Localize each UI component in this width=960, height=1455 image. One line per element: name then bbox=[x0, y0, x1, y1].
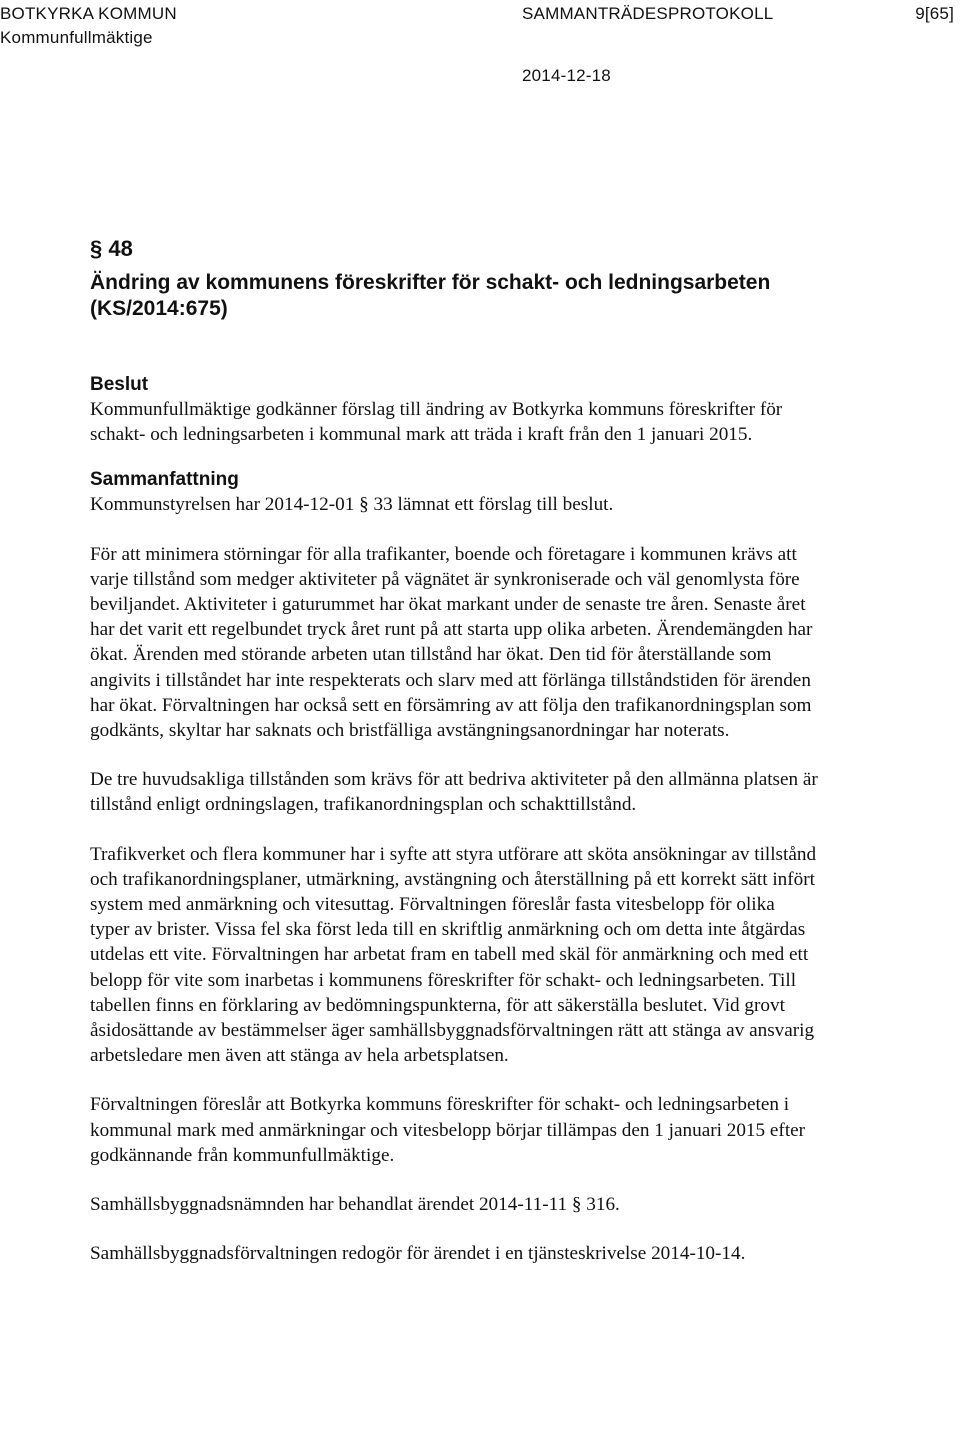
meeting-date: 2014-12-18 bbox=[522, 66, 611, 85]
summary-paragraph: Samhällsbyggnadsförvaltningen redogör för ärendet i en tjänsteskrivelse 2014-10-14. bbox=[90, 1243, 746, 1265]
summary-paragraph: Samhällsbyggnadsnämnden har behandlat ärendet 2014-11-11 § 316. bbox=[90, 1194, 620, 1216]
summary-paragraph: Trafikverket och flera kommuner har i syfte att styra utförare att sköta ansökningar av tillstånd och trafikanordningsplaner, utmärkning, avstängning och återställning på ett korrekt sätt infört system med anmärkning och vitesuttag. Förvaltningen föreslår fasta vitesbelopp för olika typer av brister. Vissa fel ska först leda till en skriftlig anmärkning och om detta inte åtgärdas utdelas ett vite. Förvaltningen har arbetat fram en tabell med skäl för anmärkning och med ett belopp för vite som inarbetas i kommunens föreskrifter för schakt- och ledningsarbeten. Till tabellen finns en förklaring av bedömningspunkterna, för att säkerställa beslutet. Vid grovt åsidosättande av bestämmelser äger samhällsbyggnadsförvaltningen rätt att stänga av ansvarig arbetsledare men även att stänga av hela arbetsplatsen. bbox=[90, 843, 817, 1067]
page-header bbox=[0, 4, 960, 84]
summary-paragraph: Kommunstyrelsen har 2014-12-01 § 33 lämnat ett förslag till beslut. bbox=[90, 494, 614, 516]
beslut-text: Kommunfullmäktige godkänner förslag till ändring av Botkyrka kommuns föreskrifter för schakt- och ledningsarbeten i kommunal mark att träda i kraft från den 1 januari 2015. bbox=[90, 399, 783, 446]
assembly-name: Kommunfullmäktige bbox=[0, 28, 153, 47]
section-title: Ändring av kommunens föreskrifter för schakt- och ledningsarbeten (KS/2014:675) bbox=[90, 271, 771, 320]
sammanfattning-heading: Sammanfattning bbox=[90, 469, 239, 491]
document-type: SAMMANTRÄDESPROTOKOLL bbox=[522, 4, 774, 23]
summary-paragraph: För att minimera störningar för alla trafikanter, boende och företagare i kommunen krävs att varje tillstånd som medger aktiviteter på vägnätet är synkroniserade och väl genomlysta före beviljandet. Aktiviteter i gaturummet har ökat markant under de senaste tre åren. Senaste året har det varit ett regelbundet tryck året runt på att starta upp olika arbeten. Ärendemängden har ökat. Ärenden med störande arbeten utan tillstånd har ökat. Den tid för återställande som angivits i tillståndet har inte respekterats och slarv med att förlänga tillståndstiden för ärenden har ökat. Förvaltningen har också sett en försämring av att följa den trafikanordningsplan som godkänts, skyltar har saknats och bristfälliga avstängningsanordningar har noterats. bbox=[90, 543, 813, 742]
paragraph-number: § 48 bbox=[90, 236, 133, 261]
document-body bbox=[90, 232, 818, 1266]
organization-name: BOTKYRKA KOMMUN bbox=[0, 4, 177, 23]
beslut-heading: Beslut bbox=[90, 374, 149, 395]
summary-paragraph: Förvaltningen föreslår att Botkyrka kommuns föreskrifter för schakt- och ledningsarbeten i kommunal mark med anmärkningar och vitesbelopp börjar tillämpas den 1 januari 2015 efter godkännande från kommunfullmäktige. bbox=[90, 1094, 806, 1166]
summary-paragraph: De tre huvudsakliga tillstånden som krävs för att bedriva aktiviteter på den allmänna platsen är tillstånd enligt ordningslagen, trafikanordningsplan och schakttillstånd. bbox=[90, 769, 818, 816]
page-number: 9[65] bbox=[915, 4, 954, 23]
